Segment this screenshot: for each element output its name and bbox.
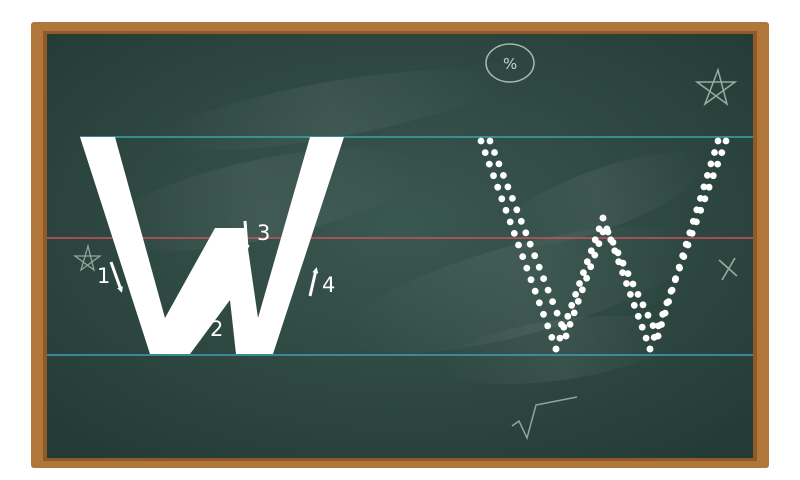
tracing-dot	[704, 172, 711, 179]
tracing-dot	[615, 249, 622, 256]
tracing-dot	[645, 312, 652, 319]
tracing-dot	[665, 298, 672, 305]
tracing-dot	[669, 287, 676, 294]
tracing-dot	[515, 242, 522, 249]
tracing-dot	[701, 184, 708, 191]
tracing-dot	[531, 252, 538, 259]
tracing-dot	[494, 184, 501, 191]
tracing-dot	[568, 302, 575, 309]
tracing-dot	[558, 321, 565, 328]
tracing-dot	[482, 149, 489, 156]
tracing-dot	[655, 333, 662, 340]
stroke-arrow-3	[245, 221, 247, 248]
tracing-dot	[711, 149, 718, 156]
tracing-dot	[563, 333, 570, 340]
tracing-dot	[672, 275, 679, 282]
tracing-dot	[683, 241, 690, 248]
tracing-dot	[715, 138, 722, 145]
tracing-dot	[498, 195, 505, 202]
tracing-dot	[647, 346, 654, 353]
tracing-dot	[491, 149, 498, 156]
tracing-dot	[623, 280, 630, 287]
tracing-dot	[587, 263, 594, 270]
tracing-dot	[548, 334, 555, 341]
stroke-label-1: 1	[97, 264, 111, 288]
percent-symbol: %	[503, 55, 518, 73]
tracing-dot	[635, 313, 642, 320]
stroke-label-2: 2	[210, 317, 224, 341]
tracing-dot	[643, 335, 650, 342]
tracing-dot	[500, 172, 507, 179]
tracing-dot	[557, 335, 564, 342]
tracing-dot	[575, 298, 582, 305]
tracing-dot	[697, 195, 704, 202]
tracing-dot	[532, 288, 539, 295]
tracing-dot	[490, 172, 497, 179]
tracing-dot	[708, 161, 715, 168]
tracing-dot	[690, 218, 697, 225]
tracing-dot	[519, 253, 526, 260]
stroke-label-3: 3	[257, 221, 271, 245]
tracing-dot	[714, 161, 721, 168]
tracing-dot	[523, 265, 530, 272]
tracing-dot	[640, 301, 647, 308]
tracing-dot	[679, 252, 686, 259]
tracing-dot	[567, 321, 574, 328]
tracing-dot	[545, 287, 552, 294]
tracing-dot	[676, 264, 683, 271]
tracing-dot	[513, 206, 520, 213]
tracing-dot	[571, 310, 578, 317]
tracing-dot	[518, 218, 525, 225]
tracing-dot	[540, 275, 547, 282]
tracing-dot	[605, 229, 612, 236]
tracing-dot	[511, 230, 518, 237]
tracing-dot	[478, 138, 485, 145]
tracing-dot	[536, 299, 543, 306]
tracing-dot	[496, 161, 503, 168]
tracing-dot	[686, 229, 693, 236]
tracing-dot	[620, 260, 627, 267]
tracing-dot	[522, 229, 529, 236]
tracing-dot	[527, 241, 534, 248]
tracing-dot	[610, 239, 617, 246]
tracing-dot	[576, 280, 583, 287]
tracing-dot	[509, 195, 516, 202]
tracing-dot	[549, 298, 556, 305]
tracing-dot	[564, 313, 571, 320]
tracing-dot	[544, 323, 551, 330]
tracing-dot	[583, 275, 590, 282]
tracing-dot	[528, 276, 535, 283]
tracing-dot	[507, 219, 514, 226]
tracing-dot	[650, 322, 657, 329]
tracing-dot	[693, 206, 700, 213]
tracing-dot	[600, 215, 607, 222]
tracing-dot	[662, 310, 669, 317]
tracing-dot	[631, 302, 638, 309]
tracing-dot	[486, 161, 493, 168]
tracing-dot	[658, 321, 665, 328]
tracing-dot	[639, 324, 646, 331]
tracing-dot	[710, 172, 717, 179]
tracing-dot	[723, 138, 730, 145]
tracing-dot	[596, 240, 603, 247]
tracing-dot	[572, 291, 579, 298]
tracing-dot	[487, 138, 494, 145]
tracing-dot	[553, 346, 560, 353]
tracing-dot	[635, 291, 642, 298]
stroke-label-4: 4	[322, 273, 336, 297]
tracing-dot	[579, 286, 586, 293]
tracing-dot	[718, 149, 725, 156]
tracing-dot	[540, 311, 547, 318]
tracing-dot	[554, 310, 561, 317]
tracing-dot	[627, 291, 634, 298]
tracing-dot	[536, 264, 543, 271]
tracing-dot	[630, 281, 637, 288]
tracing-dot	[591, 252, 598, 259]
tracing-dot	[503, 207, 510, 214]
tracing-dot	[625, 270, 632, 277]
tracing-dot	[505, 184, 512, 191]
